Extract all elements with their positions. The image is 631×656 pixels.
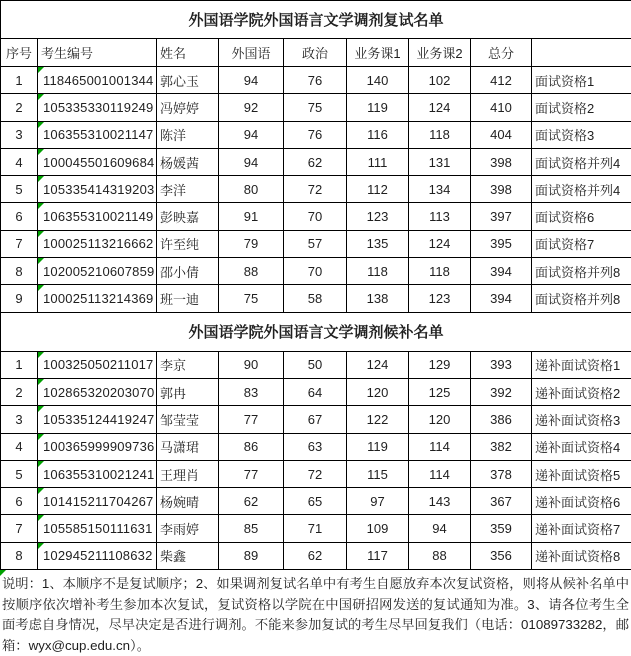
cell-name: 杨媛茜	[157, 148, 219, 175]
cell-total-score: 386	[471, 406, 532, 433]
retest-list-body	[1, 67, 631, 313]
table-row	[1, 515, 631, 542]
cell-course1-score: 122	[347, 406, 409, 433]
cell-candidate-id	[38, 515, 157, 542]
header-seq: 序号	[1, 39, 38, 67]
table-row	[1, 433, 631, 460]
cell-politics-score: 67	[284, 406, 347, 433]
cell-foreign-score: 94	[219, 67, 284, 94]
candidate-id-text: 106355310021149	[43, 209, 154, 225]
green-corner-indicator-icon	[38, 67, 44, 73]
cell-qualification: 面试资格3	[532, 121, 631, 148]
cell-qualification: 递补面试资格7	[532, 515, 631, 542]
cell-course2-score: 113	[409, 203, 471, 230]
cell-qualification: 面试资格7	[532, 230, 631, 257]
table-row	[1, 94, 631, 121]
candidate-id-text: 102945211108632	[43, 548, 153, 564]
cell-politics-score: 62	[284, 542, 347, 569]
header-course2: 业务课2	[409, 39, 471, 67]
cell-course2-score: 88	[409, 542, 471, 569]
cell-total-score: 394	[471, 285, 532, 312]
cell-qualification: 面试资格并列8	[532, 285, 631, 312]
cell-total-score: 397	[471, 203, 532, 230]
cell-name: 李雨婷	[157, 515, 219, 542]
cell-candidate-id	[38, 176, 157, 203]
green-corner-indicator-icon	[38, 488, 44, 494]
header-foreign-language: 外国语	[219, 39, 284, 67]
table-row	[1, 378, 631, 405]
cell-course2-score: 124	[409, 230, 471, 257]
note-text: 说明：1、本顺序不是复试顺序；2、如果调剂复试名单中有考生自愿放弃本次复试资格，则将从候补名单中按顺序依次增补考生参加本次复试，复试资格以学院在中国研招网发送的复试通知为准。3、请各位考生全面考虑自身情况，尽早决定是否进行调剂。不能来参加复试的考生尽早回复我们（电话：01089733282，邮箱：wyx@cup.edu.cn）。	[2, 576, 629, 653]
candidate-id-text: 100025113214369	[43, 291, 154, 307]
cell-candidate-id	[38, 351, 157, 378]
cell-course2-score: 102	[409, 67, 471, 94]
cell-course1-score: 117	[347, 542, 409, 569]
cell-politics-score: 76	[284, 67, 347, 94]
cell-foreign-score: 92	[219, 94, 284, 121]
candidate-id-text: 100045501609684	[43, 154, 155, 170]
cell-name: 许至纯	[157, 230, 219, 257]
cell-candidate-id	[38, 94, 157, 121]
cell-seq: 9	[1, 285, 38, 312]
cell-candidate-id	[38, 121, 157, 148]
cell-course1-score: 115	[347, 460, 409, 487]
note-block	[0, 570, 631, 656]
green-corner-indicator-icon	[38, 94, 44, 100]
cell-candidate-id	[38, 285, 157, 312]
table1-title-row	[1, 1, 631, 39]
cell-course1-score: 119	[347, 94, 409, 121]
cell-foreign-score: 94	[219, 121, 284, 148]
cell-course1-score: 112	[347, 176, 409, 203]
cell-total-score: 394	[471, 258, 532, 285]
cell-seq: 7	[1, 515, 38, 542]
cell-politics-score: 71	[284, 515, 347, 542]
cell-total-score: 392	[471, 378, 532, 405]
cell-politics-score: 62	[284, 148, 347, 175]
candidate-id-text: 105335330119249	[43, 99, 154, 115]
waitlist-body	[1, 351, 631, 569]
cell-foreign-score: 85	[219, 515, 284, 542]
green-corner-indicator-icon	[38, 434, 44, 440]
cell-name: 邵小倩	[157, 258, 219, 285]
green-corner-indicator-icon	[38, 406, 44, 412]
cell-seq: 5	[1, 460, 38, 487]
candidate-id-text: 100365999909736	[43, 439, 155, 455]
cell-foreign-score: 90	[219, 351, 284, 378]
cell-politics-score: 58	[284, 285, 347, 312]
cell-total-score: 395	[471, 230, 532, 257]
cell-total-score: 398	[471, 176, 532, 203]
table1-header-row	[1, 39, 631, 67]
cell-course1-score: 140	[347, 67, 409, 94]
cell-course2-score: 134	[409, 176, 471, 203]
candidate-id-text: 100325050211017	[43, 357, 154, 373]
cell-course2-score: 125	[409, 378, 471, 405]
header-politics: 政治	[284, 39, 347, 67]
cell-politics-score: 65	[284, 488, 347, 515]
header-course1: 业务课1	[347, 39, 409, 67]
table-row	[1, 351, 631, 378]
cell-course2-score: 124	[409, 94, 471, 121]
table2-title: 外国语学院外国语言文学调剂候补名单	[1, 312, 631, 351]
candidate-id-text: 102865320203070	[43, 384, 155, 400]
cell-course1-score: 118	[347, 258, 409, 285]
header-total: 总分	[471, 39, 532, 67]
cell-course2-score: 114	[409, 433, 471, 460]
cell-politics-score: 70	[284, 258, 347, 285]
cell-foreign-score: 91	[219, 203, 284, 230]
cell-total-score: 412	[471, 67, 532, 94]
cell-total-score: 382	[471, 433, 532, 460]
cell-name: 李京	[157, 351, 219, 378]
cell-seq: 4	[1, 433, 38, 460]
cell-total-score: 378	[471, 460, 532, 487]
cell-politics-score: 64	[284, 378, 347, 405]
cell-seq: 7	[1, 230, 38, 257]
cell-candidate-id	[38, 406, 157, 433]
cell-seq: 8	[1, 258, 38, 285]
cell-qualification: 面试资格并列4	[532, 176, 631, 203]
cell-foreign-score: 83	[219, 378, 284, 405]
cell-politics-score: 75	[284, 94, 347, 121]
table-row	[1, 121, 631, 148]
cell-total-score: 367	[471, 488, 532, 515]
cell-candidate-id	[38, 67, 157, 94]
green-corner-indicator-icon	[38, 258, 44, 264]
cell-candidate-id	[38, 488, 157, 515]
cell-seq: 1	[1, 351, 38, 378]
table1-title: 外国语学院外国语言文学调剂复试名单	[1, 1, 631, 39]
cell-name: 李洋	[157, 176, 219, 203]
cell-course1-score: 97	[347, 488, 409, 515]
cell-name: 冯婷婷	[157, 94, 219, 121]
green-corner-indicator-icon	[38, 379, 44, 385]
table-row	[1, 285, 631, 312]
cell-course1-score: 109	[347, 515, 409, 542]
cell-foreign-score: 80	[219, 176, 284, 203]
cell-name: 陈洋	[157, 121, 219, 148]
cell-foreign-score: 77	[219, 406, 284, 433]
candidate-id-text: 102005210607859	[43, 263, 155, 279]
candidate-id-text: 118465001001344	[43, 72, 154, 88]
cell-candidate-id	[38, 460, 157, 487]
table-row	[1, 488, 631, 515]
candidate-id-text: 106355310021241	[43, 466, 155, 482]
cell-qualification: 面试资格2	[532, 94, 631, 121]
cell-seq: 2	[1, 94, 38, 121]
cell-total-score: 393	[471, 351, 532, 378]
cell-name: 杨婉晴	[157, 488, 219, 515]
cell-course2-score: 143	[409, 488, 471, 515]
green-corner-indicator-icon	[38, 176, 44, 182]
cell-course1-score: 120	[347, 378, 409, 405]
cell-qualification: 递补面试资格8	[532, 542, 631, 569]
cell-course1-score: 119	[347, 433, 409, 460]
cell-course2-score: 120	[409, 406, 471, 433]
header-empty	[532, 39, 631, 67]
table2-title-row	[1, 312, 631, 351]
table-row	[1, 148, 631, 175]
cell-qualification: 面试资格并列4	[532, 148, 631, 175]
cell-qualification: 递补面试资格2	[532, 378, 631, 405]
cell-candidate-id	[38, 542, 157, 569]
cell-name: 彭映嘉	[157, 203, 219, 230]
cell-seq: 3	[1, 121, 38, 148]
cell-course1-score: 135	[347, 230, 409, 257]
cell-candidate-id	[38, 203, 157, 230]
cell-total-score: 359	[471, 515, 532, 542]
table-row	[1, 542, 631, 569]
cell-politics-score: 72	[284, 460, 347, 487]
cell-course2-score: 114	[409, 460, 471, 487]
cell-politics-score: 50	[284, 351, 347, 378]
cell-qualification: 递补面试资格4	[532, 433, 631, 460]
green-corner-indicator-icon	[38, 515, 44, 521]
cell-seq: 1	[1, 67, 38, 94]
cell-course2-score: 118	[409, 121, 471, 148]
table-row	[1, 67, 631, 94]
cell-course1-score: 123	[347, 203, 409, 230]
green-corner-indicator-icon	[38, 352, 44, 358]
cell-candidate-id	[38, 148, 157, 175]
header-name: 姓名	[157, 39, 219, 67]
table-row	[1, 406, 631, 433]
candidate-id-text: 100025113216662	[43, 236, 154, 252]
cell-foreign-score: 89	[219, 542, 284, 569]
cell-total-score: 398	[471, 148, 532, 175]
cell-course1-score: 111	[347, 148, 409, 175]
cell-foreign-score: 62	[219, 488, 284, 515]
cell-candidate-id	[38, 433, 157, 460]
cell-qualification: 面试资格1	[532, 67, 631, 94]
table-row	[1, 258, 631, 285]
green-corner-indicator-icon	[0, 570, 6, 576]
cell-qualification: 递补面试资格5	[532, 460, 631, 487]
candidate-id-text: 105335124419247	[43, 411, 155, 427]
green-corner-indicator-icon	[38, 203, 44, 209]
cell-name: 郭冉	[157, 378, 219, 405]
table-row	[1, 203, 631, 230]
cell-qualification: 递补面试资格6	[532, 488, 631, 515]
green-corner-indicator-icon	[38, 461, 44, 467]
cell-course2-score: 131	[409, 148, 471, 175]
cell-total-score: 404	[471, 121, 532, 148]
cell-course2-score: 123	[409, 285, 471, 312]
green-corner-indicator-icon	[38, 285, 44, 291]
cell-name: 邹莹莹	[157, 406, 219, 433]
cell-foreign-score: 75	[219, 285, 284, 312]
cell-name: 班一迪	[157, 285, 219, 312]
header-candidate-id: 考生编号	[38, 39, 157, 67]
cell-politics-score: 57	[284, 230, 347, 257]
cell-seq: 6	[1, 488, 38, 515]
table-row	[1, 460, 631, 487]
cell-seq: 5	[1, 176, 38, 203]
table-row	[1, 176, 631, 203]
cell-foreign-score: 88	[219, 258, 284, 285]
cell-candidate-id	[38, 258, 157, 285]
cell-course2-score: 94	[409, 515, 471, 542]
cell-foreign-score: 79	[219, 230, 284, 257]
cell-foreign-score: 77	[219, 460, 284, 487]
cell-candidate-id	[38, 378, 157, 405]
green-corner-indicator-icon	[38, 149, 44, 155]
cell-total-score: 356	[471, 542, 532, 569]
cell-name: 郭心玉	[157, 67, 219, 94]
cell-name: 马潇珺	[157, 433, 219, 460]
cell-seq: 4	[1, 148, 38, 175]
cell-name: 王理肖	[157, 460, 219, 487]
cell-seq: 6	[1, 203, 38, 230]
green-corner-indicator-icon	[38, 122, 44, 128]
cell-candidate-id	[38, 230, 157, 257]
green-corner-indicator-icon	[38, 543, 44, 549]
cell-qualification: 递补面试资格3	[532, 406, 631, 433]
cell-course1-score: 138	[347, 285, 409, 312]
green-corner-indicator-icon	[38, 231, 44, 237]
cell-qualification: 递补面试资格1	[532, 351, 631, 378]
candidate-id-text: 105335414319203	[43, 181, 155, 197]
cell-qualification: 面试资格并列8	[532, 258, 631, 285]
table-row	[1, 230, 631, 257]
cell-seq: 2	[1, 378, 38, 405]
cell-total-score: 410	[471, 94, 532, 121]
cell-politics-score: 63	[284, 433, 347, 460]
candidate-id-text: 106355310021147	[43, 127, 154, 143]
candidate-id-text: 105585150111631	[43, 521, 153, 537]
cell-seq: 8	[1, 542, 38, 569]
cell-name: 柴鑫	[157, 542, 219, 569]
cell-foreign-score: 86	[219, 433, 284, 460]
cell-seq: 3	[1, 406, 38, 433]
cell-course2-score: 118	[409, 258, 471, 285]
cell-course1-score: 124	[347, 351, 409, 378]
candidate-id-text: 101415211704267	[43, 493, 154, 509]
cell-foreign-score: 94	[219, 148, 284, 175]
cell-course1-score: 116	[347, 121, 409, 148]
cell-politics-score: 72	[284, 176, 347, 203]
cell-politics-score: 70	[284, 203, 347, 230]
cell-qualification: 面试资格6	[532, 203, 631, 230]
cell-course2-score: 129	[409, 351, 471, 378]
cell-politics-score: 76	[284, 121, 347, 148]
